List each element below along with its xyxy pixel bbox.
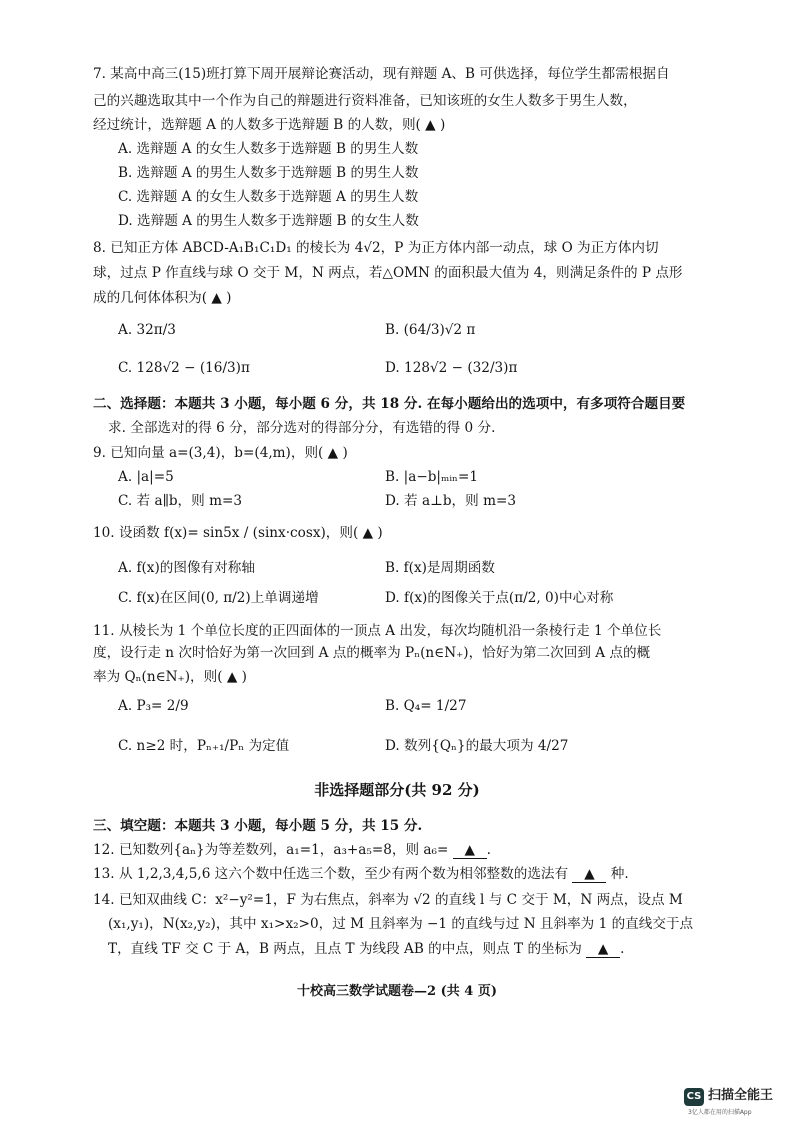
scanner-logo-icon: CS xyxy=(684,1088,704,1106)
q13-line xyxy=(93,866,629,883)
scanner-app-name: 扫描全能王 xyxy=(708,1088,774,1103)
q14-line1: 14. 已知双曲线 C：x²−y²=1，F 为右焦点，斜率为 √2 的直线 l 与 C 交于 M，N 两点，设点 M xyxy=(93,892,683,908)
q10-option-d: D. f(x)的图像关于点(π/2, 0)中心对称 xyxy=(385,590,614,606)
q13-text: 13. 从 1,2,3,4,5,6 这六个数中任选三个数，至少有两个数为相邻整数的选法有 xyxy=(93,866,569,882)
q8-line2: 球，过点 P 作直线与球 O 交于 M，N 两点，若△OMN 的面积最大值为 4，则满足条件的 P 点形 xyxy=(93,265,683,281)
section3-heading: 三、填空题：本题共 3 小题，每小题 5 分，共 15 分. xyxy=(93,818,423,834)
q9-option-a: A. |a|=5 xyxy=(118,469,174,485)
q11-line3: 率为 Qₙ(n∈N₊)，则( ▲ ) xyxy=(93,669,247,685)
q8-option-a: A. 32π/3 xyxy=(118,322,176,338)
section2-line1: 二、选择题：本题共 3 小题，每小题 6 分，共 18 分. 在每小题给出的选项中，有多项符合题目要 xyxy=(93,396,686,412)
page-footer: 十校高三数学试题卷—2 (共 4 页) xyxy=(297,984,497,999)
q11-option-a: A. P₃= 2/9 xyxy=(118,698,189,714)
section2-line2: 求. 全部选对的得 6 分，部分选对的得部分分，有选错的得 0 分. xyxy=(108,420,496,436)
q14-line2: (x₁,y₁)，N(x₂,y₂)，其中 x₁>x₂>0，过 M 且斜率为 −1 的直线与过 N 且斜率为 1 的直线交于点 xyxy=(108,916,694,932)
q11-option-b: B. Q₄= 1/27 xyxy=(385,698,467,714)
q12-answer-blank: ▲ xyxy=(453,842,487,859)
q14-line3 xyxy=(108,941,624,958)
q10-option-c: C. f(x)在区间(0, π/2)上单调递增 xyxy=(118,590,319,606)
q9-option-b: B. |a−b|ₘᵢₙ=1 xyxy=(385,469,478,485)
q11-line2: 度，设行走 n 次时恰好为第一次回到 A 点的概率为 Pₙ(n∈N₊)，恰好为第二次回到 A 点的概 xyxy=(93,645,651,661)
q7-line2: 己的兴趣选取其中一个作为自己的辩题进行资料准备，已知该班的女生人数多于男生人数， xyxy=(93,93,637,109)
q11-option-d: D. 数列{Qₙ}的最大项为 4/27 xyxy=(385,738,569,754)
q13-tail: 种. xyxy=(610,866,629,882)
q14-period: . xyxy=(620,941,625,957)
q14-line3-text: T，直线 TF 交 C 于 A，B 两点，且点 T 为线段 AB 的中点，则点 T 的坐标为 xyxy=(108,941,582,957)
q9-option-d: D. 若 a⊥b，则 m=3 xyxy=(385,493,516,509)
q7-option-d: D. 选辩题 A 的男生人数多于选辩题 B 的女生人数 xyxy=(118,213,419,229)
q8-line1: 8. 已知正方体 ABCD-A₁B₁C₁D₁ 的棱长为 4√2，P 为正方体内部一动点，球 O 为正方体内切 xyxy=(93,240,659,256)
scanner-tagline: 3亿人都在用的扫描App xyxy=(688,1109,752,1116)
q7-line1: 7. 某高中高三(15)班打算下周开展辩论赛活动，现有辩题 A、B 可供选择，每位学生都需根据自 xyxy=(93,66,670,82)
q12-text: 12. 已知数列{aₙ}为等差数列，a₁=1，a₃+a₅=8，则 a₆= xyxy=(93,842,449,858)
q8-option-d: D. 128√2 − (32/3)π xyxy=(385,360,518,376)
q8-option-b: B. (64/3)√2 π xyxy=(385,322,476,338)
q12-period: . xyxy=(486,842,491,858)
part-title: 非选择题部分(共 92 分) xyxy=(314,781,480,799)
q11-option-c: C. n≥2 时，Pₙ₊₁/Pₙ 为定值 xyxy=(118,738,290,754)
q10-stem: 10. 设函数 f(x)= sin5x / (sinx·cosx)，则( ▲ ) xyxy=(93,525,383,541)
q11-line1: 11. 从棱长为 1 个单位长度的正四面体的一顶点 A 出发，每次均随机沿一条棱行走 1 个单位长 xyxy=(93,623,662,639)
q13-answer-blank: ▲ xyxy=(572,866,606,883)
q7-option-b: B. 选辩题 A 的男生人数多于选辩题 B 的男生人数 xyxy=(118,165,419,181)
q7-option-c: C. 选辩题 A 的女生人数多于选辩题 A 的男生人数 xyxy=(118,189,419,205)
q10-option-b: B. f(x)是周期函数 xyxy=(385,560,495,576)
q9-stem: 9. 已知向量 a=(3,4)，b=(4,m)，则( ▲ ) xyxy=(93,445,348,461)
q9-option-c: C. 若 a∥b，则 m=3 xyxy=(118,493,242,509)
q8-line3: 成的几何体体积为( ▲ ) xyxy=(93,290,232,306)
q7-line3: 经过统计，选辩题 A 的人数多于选辩题 B 的人数，则( ▲ ) xyxy=(93,117,446,133)
scanner-watermark xyxy=(684,1086,794,1116)
q14-answer-blank: ▲ xyxy=(586,941,620,958)
q10-option-a: A. f(x)的图像有对称轴 xyxy=(118,560,255,576)
q8-option-c: C. 128√2 − (16/3)π xyxy=(118,360,250,376)
q12-line xyxy=(93,842,491,859)
q7-option-a: A. 选辩题 A 的女生人数多于选辩题 B 的男生人数 xyxy=(118,141,419,157)
